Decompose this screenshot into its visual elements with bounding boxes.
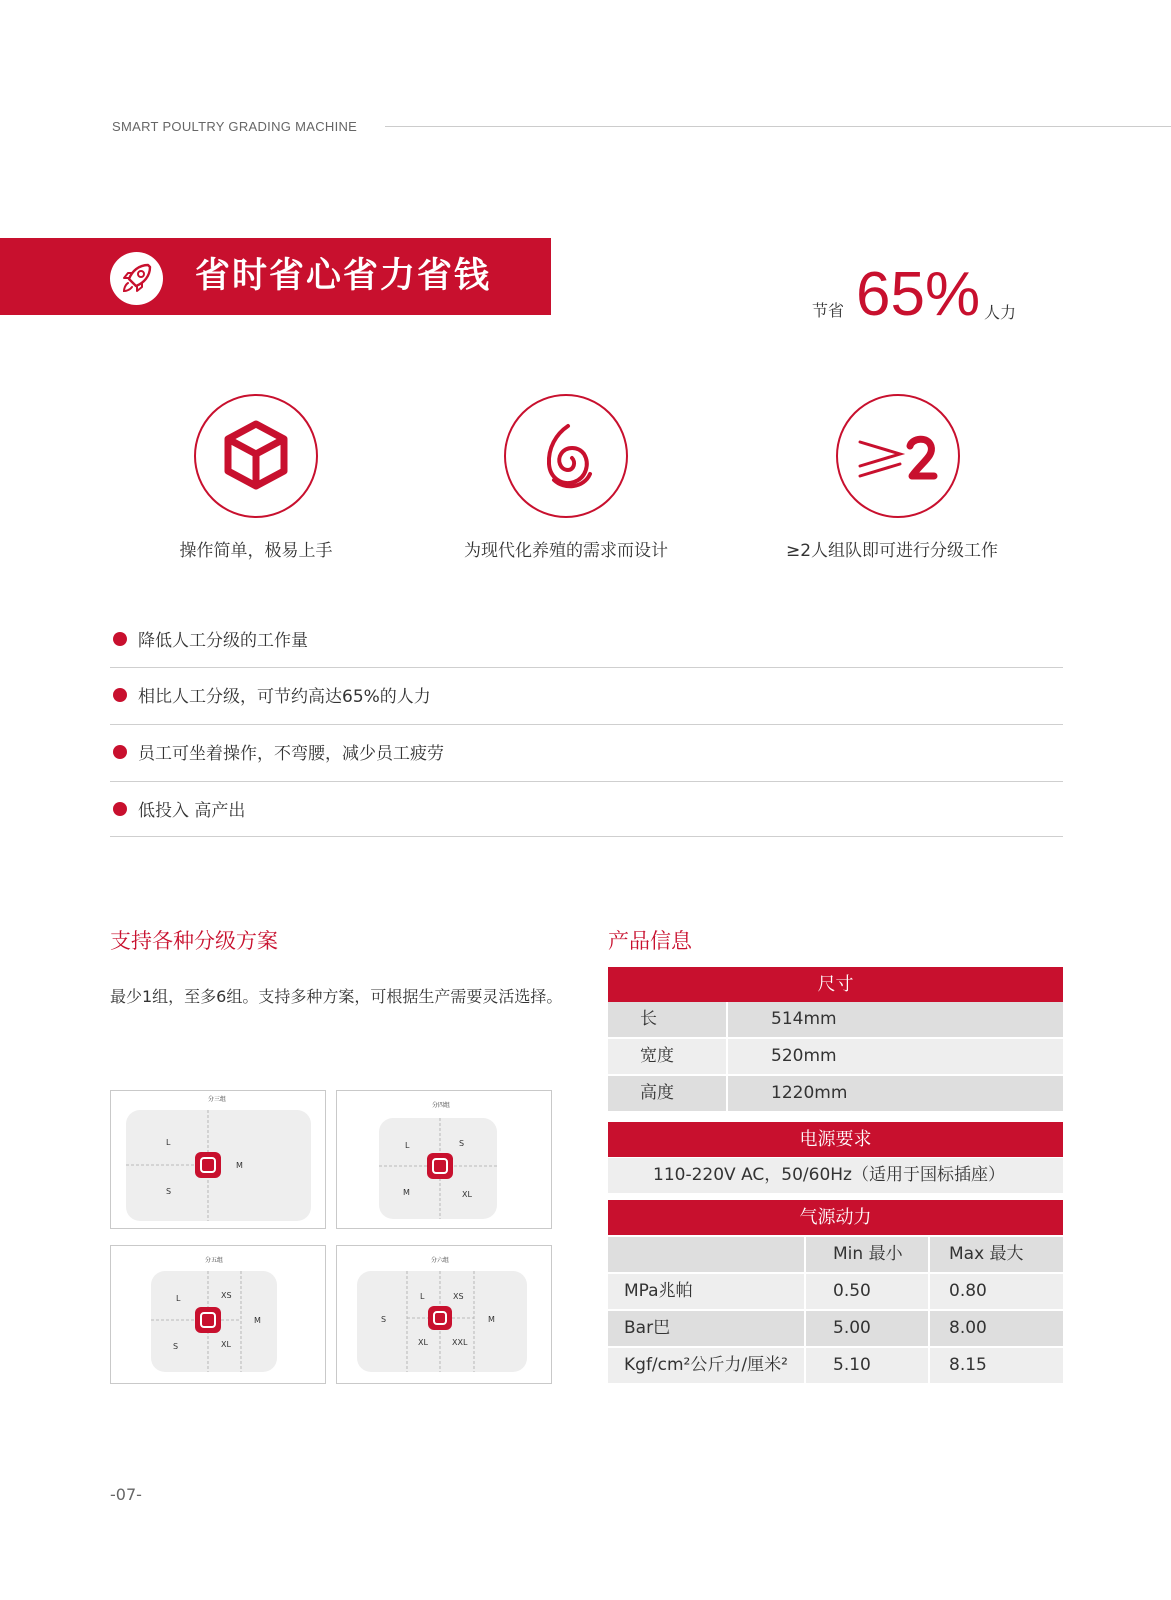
row-min: 5.00 (833, 1318, 871, 1338)
row-label: Kgf/cm²公斤力/厘米² (624, 1355, 788, 1375)
feature-label: 为现代化养殖的需求而设计 (464, 541, 668, 561)
greater-equal-two-icon (836, 394, 960, 518)
column-divider (726, 1039, 728, 1074)
page-number: -07- (110, 1485, 142, 1504)
column-divider (928, 1237, 930, 1272)
column-header-max: Max 最大 (949, 1244, 1024, 1264)
column-divider (928, 1348, 930, 1383)
row-label: 长 (640, 1009, 657, 1029)
row-label: Bar巴 (624, 1318, 671, 1338)
bullet-text: 降低人工分级的工作量 (138, 631, 308, 651)
savings-suffix: 人力 (984, 303, 1017, 322)
list-item (110, 612, 1063, 668)
column-divider (804, 1274, 806, 1309)
row-value: 514mm (771, 1009, 837, 1029)
diagram-caption: 分六组 (431, 1257, 450, 1264)
grade-label: S (166, 1187, 172, 1196)
bullet-text: 低投入 高产出 (138, 801, 246, 821)
list-item (110, 725, 1063, 782)
header-divider (385, 126, 1171, 127)
row-max: 0.80 (949, 1281, 987, 1301)
power-header: 电源要求 (608, 1122, 1063, 1157)
grade-label: L (405, 1141, 410, 1150)
bullet-dot (113, 802, 127, 816)
list-item (110, 782, 1063, 837)
savings-value: 65% (856, 260, 981, 329)
table-row (608, 1348, 1063, 1383)
header-title: SMART POULTRY GRADING MACHINE (112, 119, 358, 134)
feature-label: ≥2人组队即可进行分级工作 (785, 541, 999, 561)
bullet-text: 相比人工分级，可节约高达65%的人力 (138, 687, 431, 707)
bullet-dot (113, 688, 127, 702)
scheme-diagram-5 (110, 1245, 326, 1384)
row-value: 520mm (771, 1046, 837, 1066)
grade-label: XXL (452, 1338, 468, 1347)
table-row (608, 1311, 1063, 1346)
row-max: 8.00 (949, 1318, 987, 1338)
column-header-min: Min 最小 (833, 1244, 903, 1264)
diagram-caption: 分五组 (205, 1257, 224, 1264)
grade-label: S (381, 1315, 387, 1324)
grade-label: XS (453, 1292, 464, 1301)
bullet-dot (113, 632, 127, 646)
grade-label: L (420, 1292, 425, 1301)
diagram-caption: 分四组 (432, 1102, 451, 1109)
power-value: 110-220V AC，50/60Hz（适用于国标插座） (653, 1165, 1005, 1185)
size-header: 尺寸 (608, 967, 1063, 1002)
grade-label: L (176, 1294, 181, 1303)
row-value: 1220mm (771, 1083, 848, 1103)
table-row (608, 1076, 1063, 1111)
column-divider (726, 1002, 728, 1037)
air-header: 气源动力 (608, 1200, 1063, 1235)
column-divider (726, 1076, 728, 1111)
row-max: 8.15 (949, 1355, 987, 1375)
list-item (110, 668, 1063, 725)
row-label: 宽度 (640, 1046, 674, 1066)
table-row (608, 1039, 1063, 1074)
table-row (608, 1002, 1063, 1037)
spiral-six-icon (504, 394, 628, 518)
row-min: 5.10 (833, 1355, 871, 1375)
grade-label: M (488, 1315, 495, 1324)
bullet-dot (113, 745, 127, 759)
column-divider (804, 1348, 806, 1383)
product-info-title: 产品信息 (608, 929, 692, 953)
table-row (608, 1237, 1063, 1272)
column-divider (928, 1274, 930, 1309)
column-divider (804, 1237, 806, 1272)
bullet-text: 员工可坐着操作，不弯腰，减少员工疲劳 (138, 744, 444, 764)
savings-prefix: 节省 (812, 301, 845, 320)
grade-label: S (173, 1342, 179, 1351)
rocket-icon (110, 252, 163, 305)
table-row (608, 1274, 1063, 1309)
schemes-title: 支持各种分级方案 (110, 929, 278, 953)
cube-icon (194, 394, 318, 518)
grade-label: XS (221, 1291, 232, 1300)
grade-label: XL (418, 1338, 428, 1347)
grade-label: L (166, 1138, 171, 1147)
scheme-diagram-4 (336, 1090, 552, 1229)
grade-label: XL (221, 1340, 231, 1349)
scheme-diagram-6 (336, 1245, 552, 1384)
row-min: 0.50 (833, 1281, 871, 1301)
grade-label: S (459, 1139, 465, 1148)
row-label: 高度 (640, 1083, 674, 1103)
column-divider (804, 1311, 806, 1346)
scheme-diagram-3 (110, 1090, 326, 1229)
feature-label: 操作简单，极易上手 (179, 541, 333, 561)
row-label: MPa兆帕 (624, 1281, 693, 1301)
grade-label: M (403, 1188, 410, 1197)
table-row (608, 1158, 1063, 1193)
grade-label: XL (462, 1190, 472, 1199)
diagram-caption: 分三组 (208, 1096, 227, 1103)
schemes-description: 最少1组，至多6组。支持多种方案，可根据生产需要灵活选择。 (110, 987, 563, 1006)
column-divider (928, 1311, 930, 1346)
grade-label: M (236, 1161, 243, 1170)
banner-title: 省时省心省力省钱 (195, 256, 492, 296)
grade-label: M (254, 1316, 261, 1325)
